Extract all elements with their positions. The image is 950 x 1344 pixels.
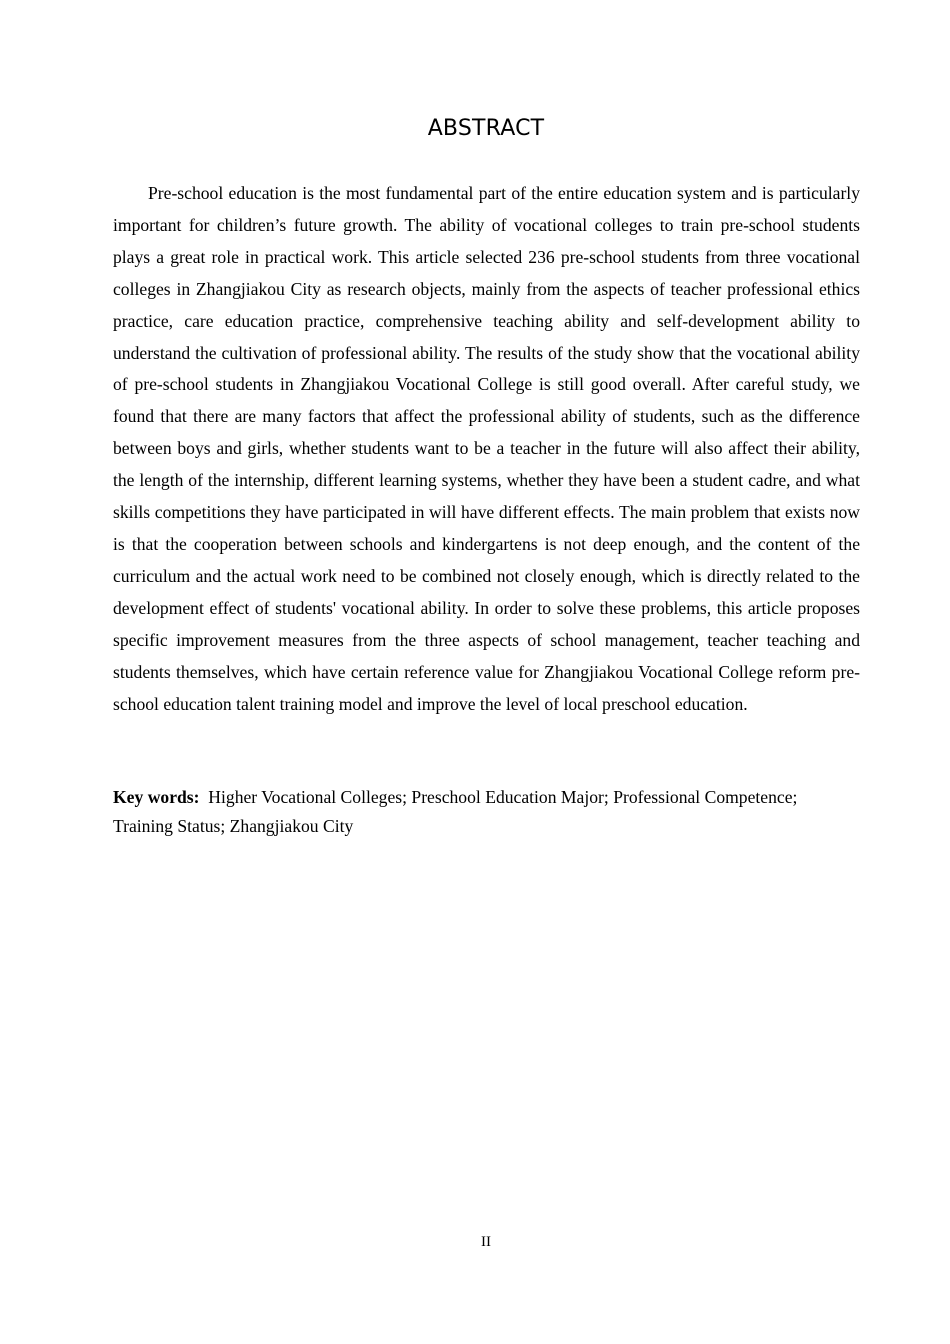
page-number: II [481,1234,491,1250]
abstract-paragraph: Pre-school education is the most fundamental part of the entire education system and is particularly important for children’s future growth. The ability of vocational colleges to train pre-school students plays a great role in practical work. This article selected 236 pre-school students from three vocational colleges in Zhangjiakou City as research objects, mainly from the aspects of teacher professional ethics practice, care education practice, comprehensive teaching ability and self-development ability to understand the cultivation of professional ability. The results of the study show that the vocational ability of pre-school students in Zhangjiakou Vocational College is still good overall. After careful study, we found that there are many factors that affect the professional ability of students, such as the difference between boys and girls, whether students want to be a teacher in the future will also affect their ability, the length of the internship, different learning systems, whether they have been a student cadre, and what skills competitions they have participated in will have different effects. The main problem that exists now is that the cooperation between schools and kindergartens is not deep enough, and the content of the curriculum and the actual work need to be combined not closely enough, which is directly related to the development effect of students' vocational ability. In order to solve these problems, this article proposes specific improvement measures from the three aspects of school management, teacher teaching and students themselves, which have certain reference value for Zhangjiakou Vocational College reform pre-school education talent training model and improve the level of local preschool education. [113,183,860,714]
keywords-section [113,783,860,841]
keywords-label: Key words: [113,787,200,807]
abstract-title: ABSTRACT [427,116,545,141]
keywords-list: Higher Vocational Colleges; Preschool Education Major; Professional Competence; Training Status; Zhangjiakou City [113,787,798,836]
